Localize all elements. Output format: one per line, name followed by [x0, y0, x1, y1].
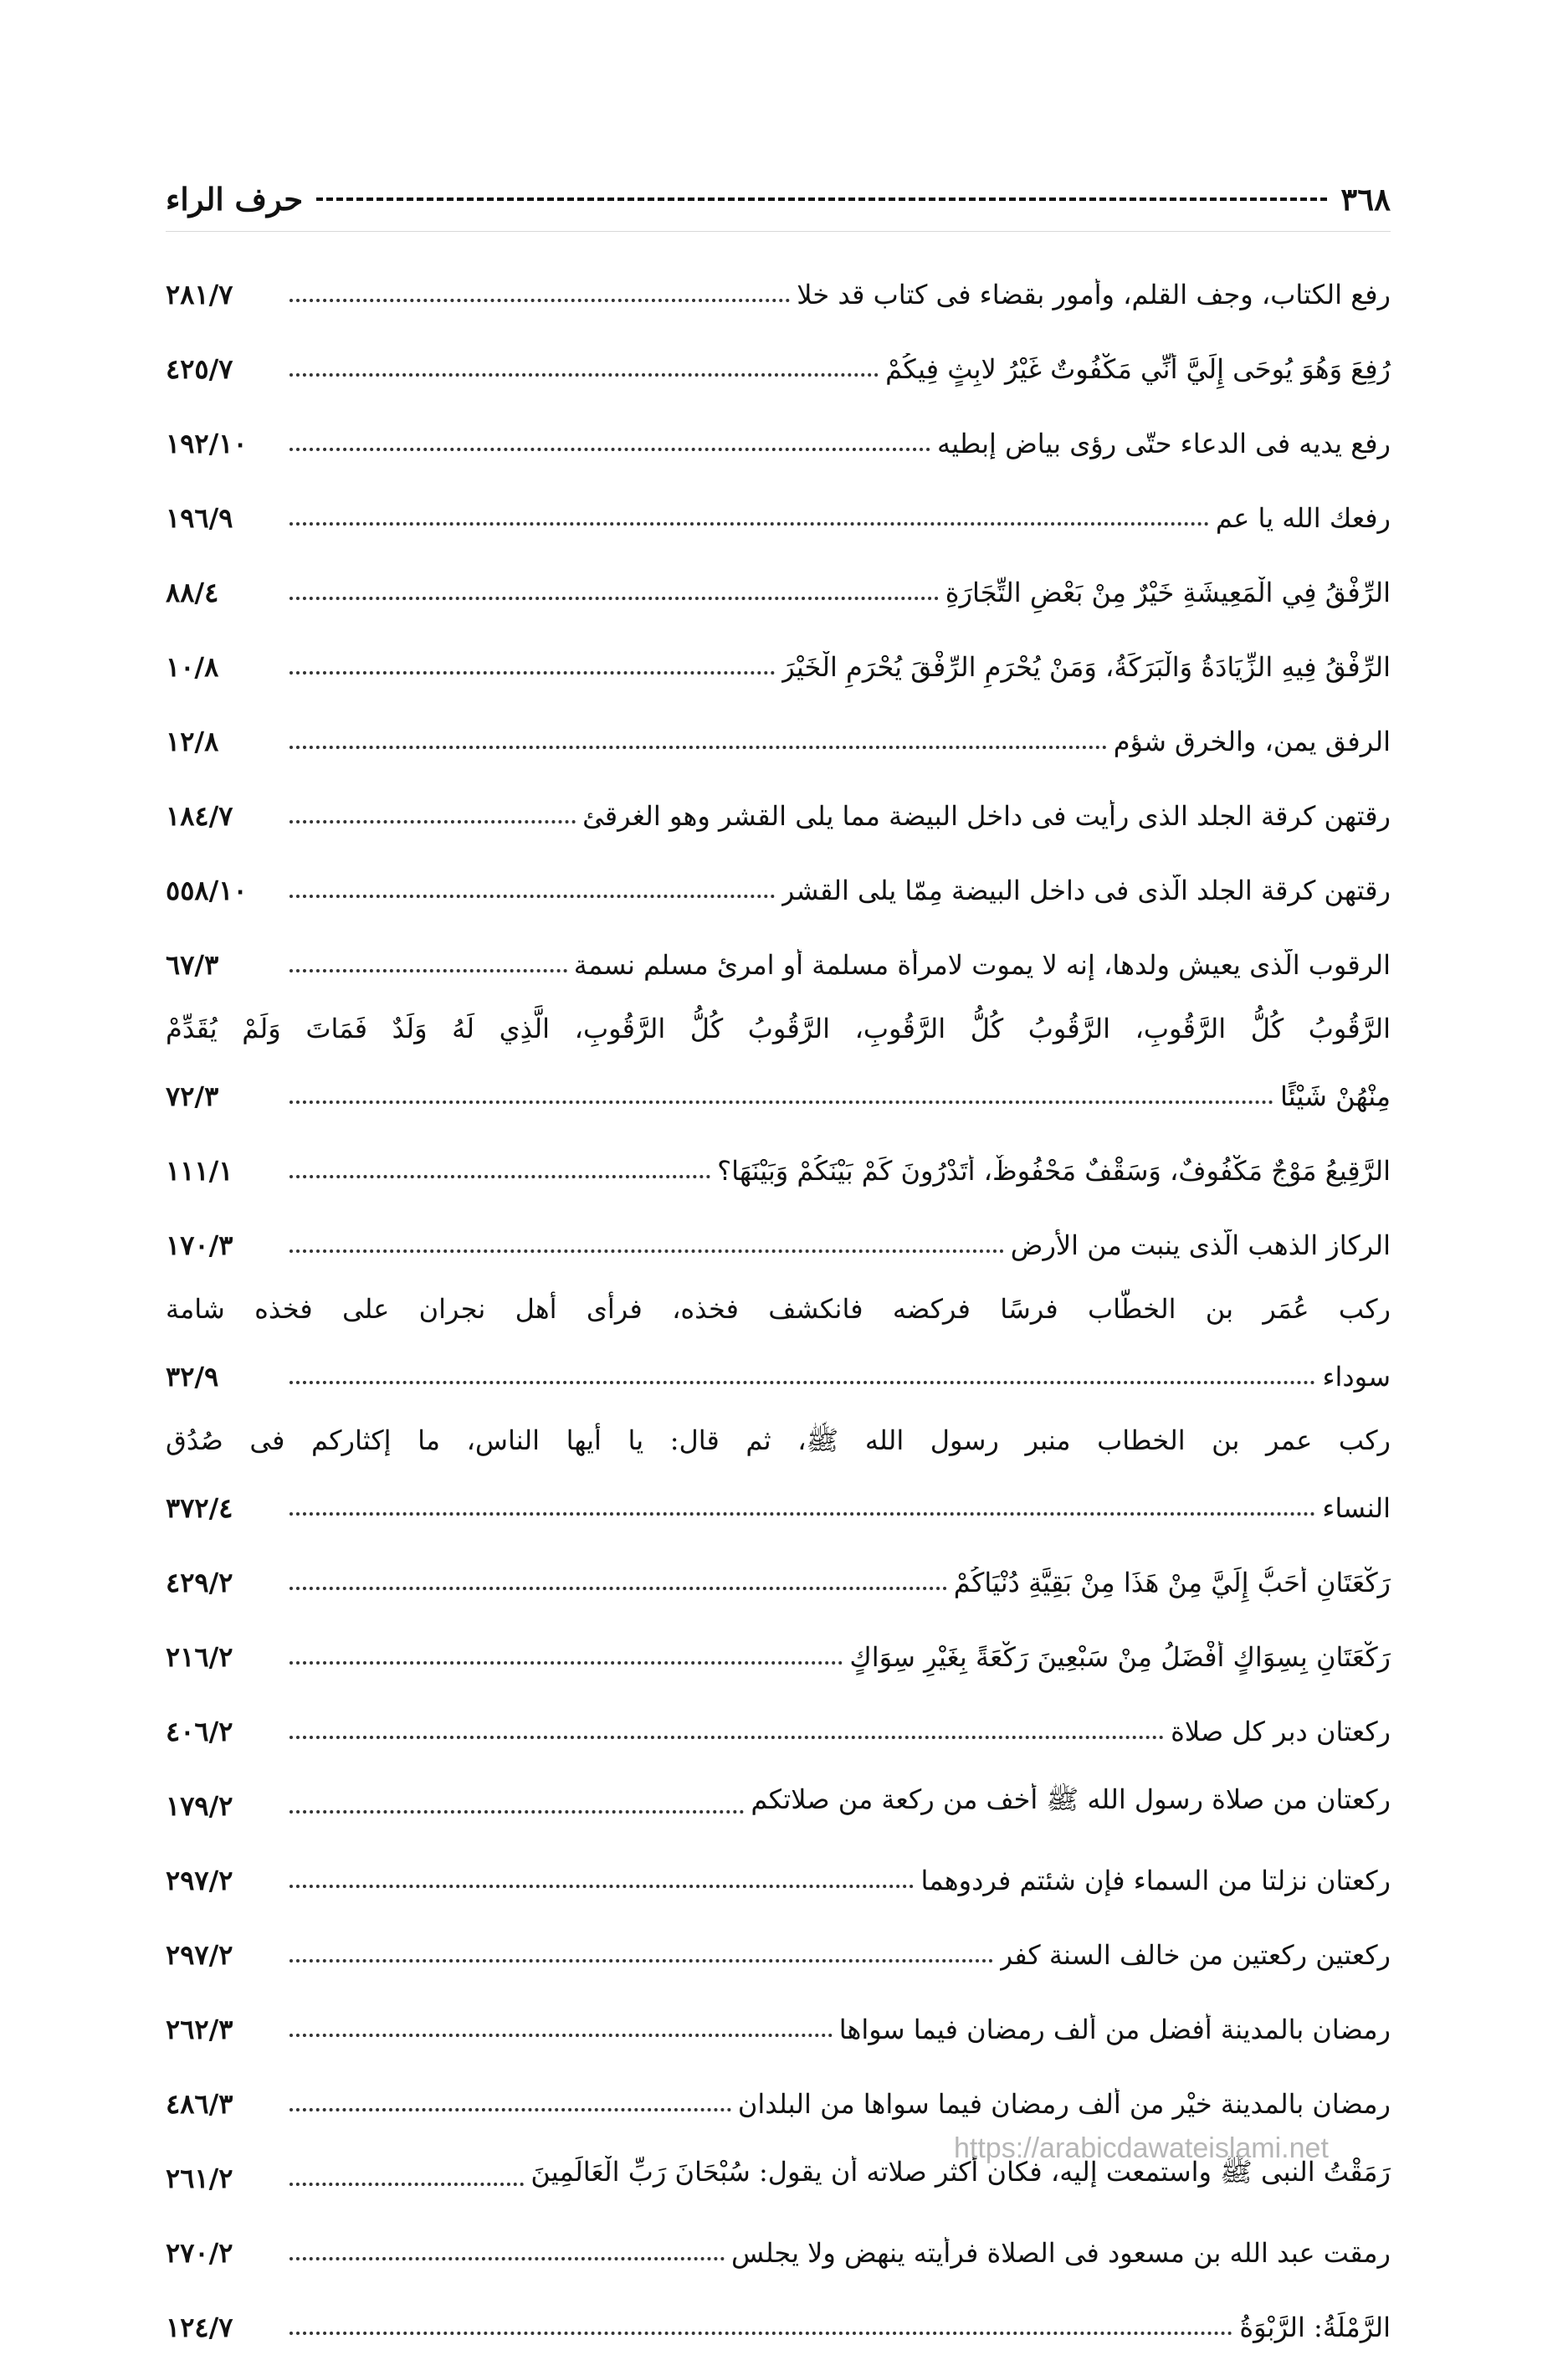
page-number: ٣٦٨ [1340, 181, 1391, 218]
index-entry [166, 1124, 1391, 1198]
entry-text: ركعتين ركعتين من خالف السنة كفر [999, 1939, 1391, 1971]
entry-text: النساء [1322, 1492, 1391, 1524]
entry-text: الركاز الذهب الّذى ينبت من الأرض [1010, 1229, 1391, 1261]
entry-row [166, 2057, 1391, 2132]
dot-leader [290, 1101, 1273, 1104]
entry-reference: ٤٠٦/٢ [166, 1716, 233, 1747]
dot-leader [290, 895, 775, 898]
index-entry [166, 248, 1391, 322]
entry-reference: ١٧٠/٣ [166, 1229, 233, 1261]
entry-reference: ٦٧/٣ [166, 949, 219, 981]
entry-row [166, 844, 1391, 918]
entry-reference: ١٢٤/٧ [166, 2311, 233, 2343]
entry-reference: ٢١٦/٢ [166, 1641, 233, 1673]
entry-reference: ٢٦١/٢ [166, 2163, 233, 2194]
index-entry [166, 1834, 1391, 1908]
dot-leader [290, 597, 939, 600]
entry-row [166, 1834, 1391, 1908]
dot-leader [290, 1249, 1004, 1253]
entry-reference: ٨٨/٤ [166, 577, 219, 608]
index-entry-list [166, 248, 1391, 2355]
index-entry [166, 1983, 1391, 2057]
entry-row [166, 248, 1391, 322]
entry-row [166, 769, 1391, 844]
entry-reference: ٧٢/٣ [166, 1080, 219, 1112]
index-entry [166, 1404, 1391, 1536]
entry-text-first-line: ركب عمر بن الخطاب منبر رسول الله ﷺ، ثم قال: يا أيها الناس، ما إكثاركم فى صُدُق [166, 1424, 1391, 1456]
entry-text: الرِّفْقُ فِيهِ الزِّيَادَةُ وَالْبَرَكَةُ، وَمَنْ يُحْرَمِ الرِّفْقَ يُحْرَمِ الْخَيْرَ [781, 651, 1391, 683]
entry-text: ركعتان من صلاة رسول الله ﷺ أخف من ركعة من صلاتكم [751, 1783, 1391, 1815]
index-entry [166, 769, 1391, 844]
entry-text: مِنْهُنْ شَيْئًا [1280, 1080, 1391, 1112]
dot-leader [290, 1959, 993, 1963]
entry-row [166, 1908, 1391, 1983]
dot-leader [290, 2183, 524, 2186]
index-entry [166, 1610, 1391, 1685]
entry-row [166, 1058, 1391, 1124]
entry-text: رقتهن كرقة الجلد الّذى فى داخل البيضة مِمّا يلى القشر [781, 875, 1391, 906]
header-divider [166, 231, 1391, 232]
entry-text: سوداء [1322, 1361, 1391, 1393]
dot-leader [290, 1810, 744, 1814]
entry-row [166, 1198, 1391, 1273]
entry-row [166, 1983, 1391, 2057]
entry-reference: ٤٨٦/٣ [166, 2088, 233, 2120]
entry-row [166, 1685, 1391, 1759]
entry-text: ركعتان دبر كل صلاة [1171, 1716, 1391, 1747]
dot-leader [290, 2108, 731, 2111]
watermark-url: https://arabicdawateislami.net [954, 2132, 1329, 2164]
entry-reference: ١٨٤/٧ [166, 800, 233, 832]
entry-reference: ٥٥٨/١٠ [166, 875, 248, 906]
entry-row [166, 546, 1391, 620]
entry-reference: ١٩٦/٩ [166, 502, 233, 534]
entry-text-first-line: الرَّقُوبُ كُلُّ الرَّقُوبِ، الرَّقُوبُ كُلُّ الرَّقُوبِ، الرَّقُوبُ كُلُّ الرَّقُوبِ، الَّذِي لَهُ وَلَدٌ فَمَاتَ وَلَمْ يُقَدِّمْ [166, 1013, 1391, 1044]
entry-reference: ٣٧٢/٤ [166, 1492, 233, 1524]
dot-leader [290, 2332, 1232, 2335]
entry-text: ركعتان نزلتا من السماء فإن شئتم فردوهما [920, 1865, 1391, 1896]
entry-reference: ٢٦٢/٣ [166, 2014, 233, 2045]
dot-leader [290, 1512, 1315, 1516]
dot-leader [290, 2257, 725, 2260]
entry-row [166, 695, 1391, 769]
entry-row [166, 322, 1391, 397]
dot-leader [290, 1885, 914, 1888]
dot-leader [290, 671, 775, 675]
entry-row [166, 1610, 1391, 1685]
entry-reference: ٣٢/٩ [166, 1361, 219, 1393]
dot-leader [290, 746, 1107, 749]
entry-text: رفعك الله يا عم [1215, 502, 1391, 534]
entry-text: الرقوب الّذى يعيش ولدها، إنه لا يموت لامرأة مسلمة أو امرئ مسلم نسمة [573, 949, 1391, 981]
entry-row [166, 1536, 1391, 1610]
page-header [166, 172, 1391, 227]
index-entry [166, 471, 1391, 546]
entry-reference: ٢٨١/٧ [166, 279, 233, 310]
entry-row [166, 1124, 1391, 1198]
entry-reference: ١٢/٨ [166, 726, 219, 757]
index-entry [166, 620, 1391, 695]
entry-row [166, 1759, 1391, 1834]
entry-text-first-line: ركب عُمَر بن الخطّاب فرسًا فركضه فانكشف فخذه، فرأى أهل نجران على فخذه شامة [166, 1293, 1391, 1325]
entry-text: الرفق يمن، والخرق شؤم [1113, 726, 1391, 757]
index-entry [166, 2281, 1391, 2355]
entry-text: رفع الكتاب، وجف القلم، وأمور بقضاء فى كتاب قد خلا [797, 279, 1391, 310]
section-title: حرف الراء [166, 181, 304, 218]
entry-row [166, 397, 1391, 471]
entry-reference: ١٧٩/٢ [166, 1790, 233, 1822]
dot-leader [290, 299, 790, 302]
entry-reference: ٤٢٥/٧ [166, 353, 233, 385]
index-entry [166, 844, 1391, 918]
dot-leader [290, 522, 1209, 526]
dot-leader [290, 448, 930, 451]
entry-text: رَكْعَتَانِ بِسِوَاكٍ أَفْضَلُ مِنْ سَبْعِينَ رَكْعَةً بِغَيْرِ سِوَاكٍ [849, 1641, 1391, 1673]
index-entry [166, 2206, 1391, 2281]
entry-text: رمقت عبد الله بن مسعود فى الصلاة فرأيته ينهض ولا يجلس [731, 2237, 1391, 2269]
index-entry [166, 397, 1391, 471]
entry-reference: ٢٩٧/٢ [166, 1939, 233, 1971]
index-entry [166, 1273, 1391, 1404]
entry-text: رقتهن كرقة الجلد الذى رأيت فى داخل البيضة مما يلى القشر وهو الغرقئ [582, 800, 1391, 832]
entry-row [166, 620, 1391, 695]
dot-leader [290, 1736, 1164, 1739]
entry-reference: ١٩٢/١٠ [166, 428, 248, 459]
header-dash-rule [316, 198, 1327, 201]
index-entry [166, 1685, 1391, 1759]
entry-text: الرَّقِيعُ مَوْجٌ مَكْفُوفٌ، وَسَقْفٌ مَحْفُوظٌ، أَتَدْرُونَ كَمْ بَيْنَكُمْ وَبَيْنَهَا؟ [717, 1155, 1391, 1187]
entry-reference: ١٠/٨ [166, 651, 219, 683]
entry-text: رمضان بالمدينة خيْر من ألف رمضان فيما سواها من البلدان [737, 2088, 1391, 2120]
index-entry [166, 1536, 1391, 1610]
entry-row [166, 2206, 1391, 2281]
dot-leader [290, 1661, 843, 1665]
entry-reference: ٢٩٧/٢ [166, 1865, 233, 1896]
entry-row [166, 1338, 1391, 1404]
entry-reference: ٤٢٩/٢ [166, 1567, 233, 1598]
dot-leader [290, 2034, 833, 2037]
entry-text: رُفِعَ وَهُوَ يُوحَى إِلَيَّ أَنِّي مَكْفُوتٌ غَيْرُ لابِثٍ فِيكُمْ [885, 353, 1391, 385]
index-entry [166, 918, 1391, 993]
entry-text: رمضان بالمدينة أفضل من ألف رمضان فيما سواها [838, 2014, 1391, 2045]
entry-row [166, 1470, 1391, 1536]
index-entry [166, 1198, 1391, 1273]
dot-leader [290, 373, 879, 377]
index-entry [166, 1908, 1391, 1983]
index-entry [166, 695, 1391, 769]
index-entry [166, 322, 1391, 397]
dot-leader [290, 1175, 710, 1178]
entry-reference: ١١١/١ [166, 1155, 233, 1187]
index-entry [166, 2057, 1391, 2132]
dot-leader [290, 1381, 1315, 1384]
index-entry [166, 546, 1391, 620]
entry-row [166, 471, 1391, 546]
entry-text: رفع يديه فى الدعاء حتّى رؤى بياض إبطيه [937, 428, 1391, 459]
entry-row [166, 2281, 1391, 2355]
dot-leader [290, 1587, 947, 1590]
index-entry [166, 1759, 1391, 1834]
dot-leader [290, 969, 567, 972]
index-entry [166, 993, 1391, 1124]
entry-reference: ٢٧٠/٢ [166, 2237, 233, 2269]
entry-text: رَمَقْتُ النبى ﷺ واستمعت إليه، فكان أكثر صلاته أن يقول: سُبْحَانَ رَبِّ الْعَالَمِينَ [530, 2156, 1391, 2188]
entry-text: الرَّمْلَةُ: الرَّبْوَةُ [1239, 2311, 1391, 2343]
entry-text: رَكْعَتَانِ أَحَبُّ إِلَيَّ مِنْ هَذَا مِنْ بَقِيَّةِ دُنْيَاكُمْ [953, 1567, 1391, 1598]
entry-row [166, 918, 1391, 993]
dot-leader [290, 820, 576, 823]
entry-text: الرِّفْقُ فِي الْمَعِيشَةِ خَيْرٌ مِنْ بَعْضِ التِّجَارَةِ [945, 577, 1391, 608]
